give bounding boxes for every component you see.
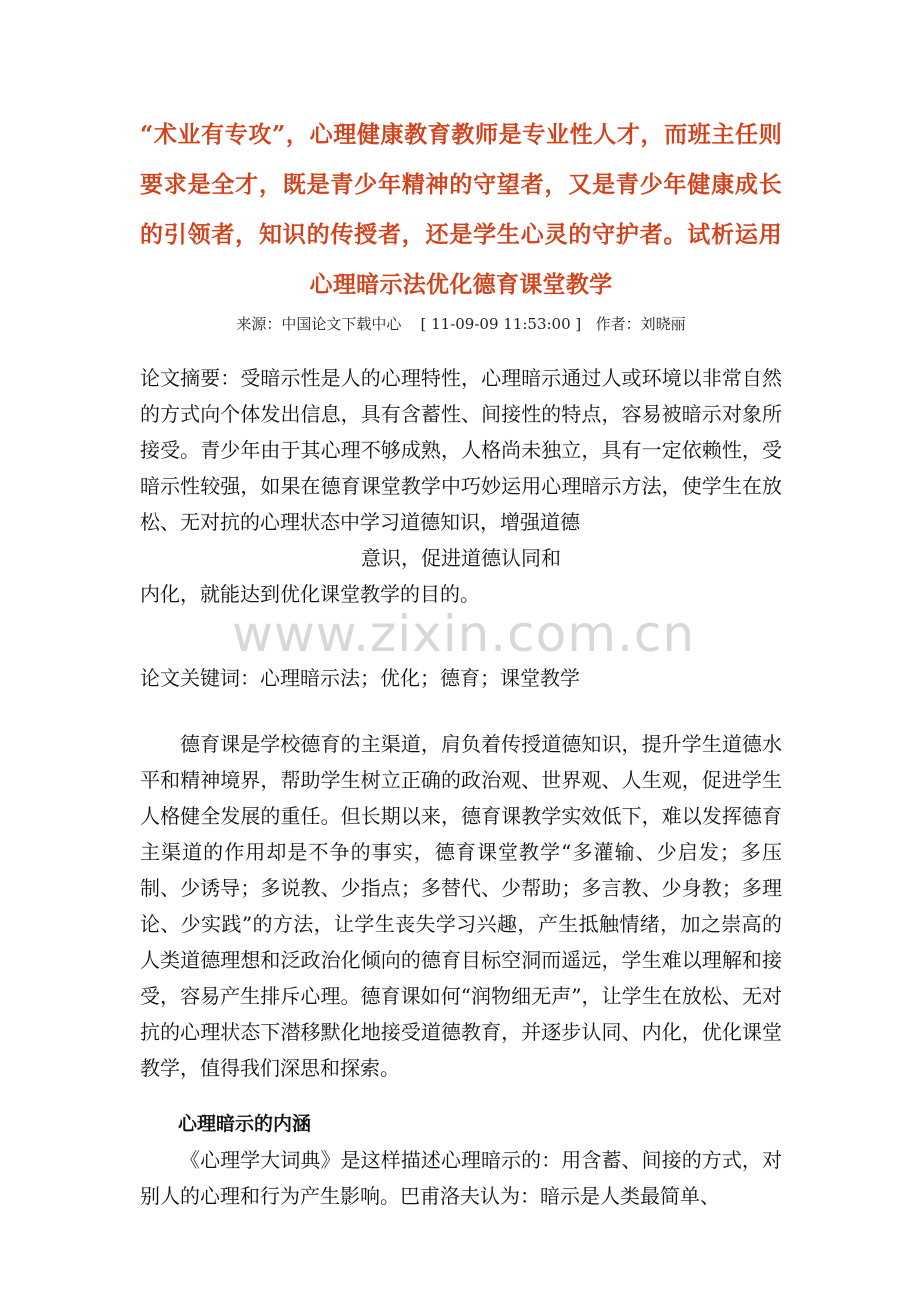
source-name: 中国论文下载中心 xyxy=(281,315,402,333)
body-paragraph-2: 《心理学大词典》是这样描述心理暗示的：用含蓄、间接的方式，对别人的心理和行为产生影响。巴甫洛夫认为：暗示是人类最简单、 xyxy=(140,1148,782,1208)
abstract-main: 论文摘要：受暗示性是人的心理特性，心理暗示通过人或环境以非常自然的方式向个体发出信息，具有含蓄性、间接性的特点，容易被暗示对象所接受。青少年由于其心理不够成熟，人格尚未独立，具有一定依赖性，受暗示性较强，如果在德育课堂教学中巧妙运用心理暗示方法，使学生在放松、无对抗的心理状态中学习道德知识，增强道德 xyxy=(140,366,782,534)
abstract-centered-line: 意识，促进道德认同和 xyxy=(361,546,561,570)
author-name: 刘晓丽 xyxy=(640,315,686,333)
abstract xyxy=(140,360,782,612)
keywords: 论文关键词：心理暗示法；优化；德育；课堂教学 xyxy=(140,666,580,690)
article-title: “术业有专攻”，心理健康教育教师是专业性人才，而班主任则要求是全才，既是青少年精神的守望者，又是青少年健康成长的引领者，知识的传授者，还是学生心灵的守护者。试析运用心理暗示法优化德育课堂教学 xyxy=(140,121,782,298)
document-page xyxy=(140,110,782,1214)
abstract-last-line: 内化，就能达到优化课堂教学的目的。 xyxy=(140,582,480,606)
author-label: 作者： xyxy=(595,315,641,333)
section-heading: 心理暗示的内涵 xyxy=(178,1113,312,1135)
watermark: www.zixin.com.cn xyxy=(232,605,696,663)
body-paragraph-1: 德育课是学校德育的主渠道，肩负着传授道德知识，提升学生道德水平和精神境界，帮助学生树立正确的政治观、世界观、人生观，促进学生人格健全发展的重任。但长期以来，德育课教学实效低下，难以发挥德育主渠道的作用却是不争的事实，德育课堂教学“多灌输、少启发；多压制、少诱导；多说教、少指点；多替代、少帮助；多言教、少身教；多理论、少实践”的方法，让学生丧失学习兴趣，产生抵触情绪，加之崇高的人类道德理想和泛政治化倾向的德育目标空洞而遥远，学生难以理解和接受，容易产生排斥心理。德育课如何“润物细无声”，让学生在放松、无对抗的心理状态下潜移默化地接受道德教育，并逐步认同、内化，优化课堂教学，值得我们深思和探索。 xyxy=(140,732,782,1080)
article-meta xyxy=(140,310,782,338)
source-label: 来源： xyxy=(236,315,282,333)
publish-datetime: [ 11-09-09 11:53:00 ] xyxy=(420,315,582,333)
